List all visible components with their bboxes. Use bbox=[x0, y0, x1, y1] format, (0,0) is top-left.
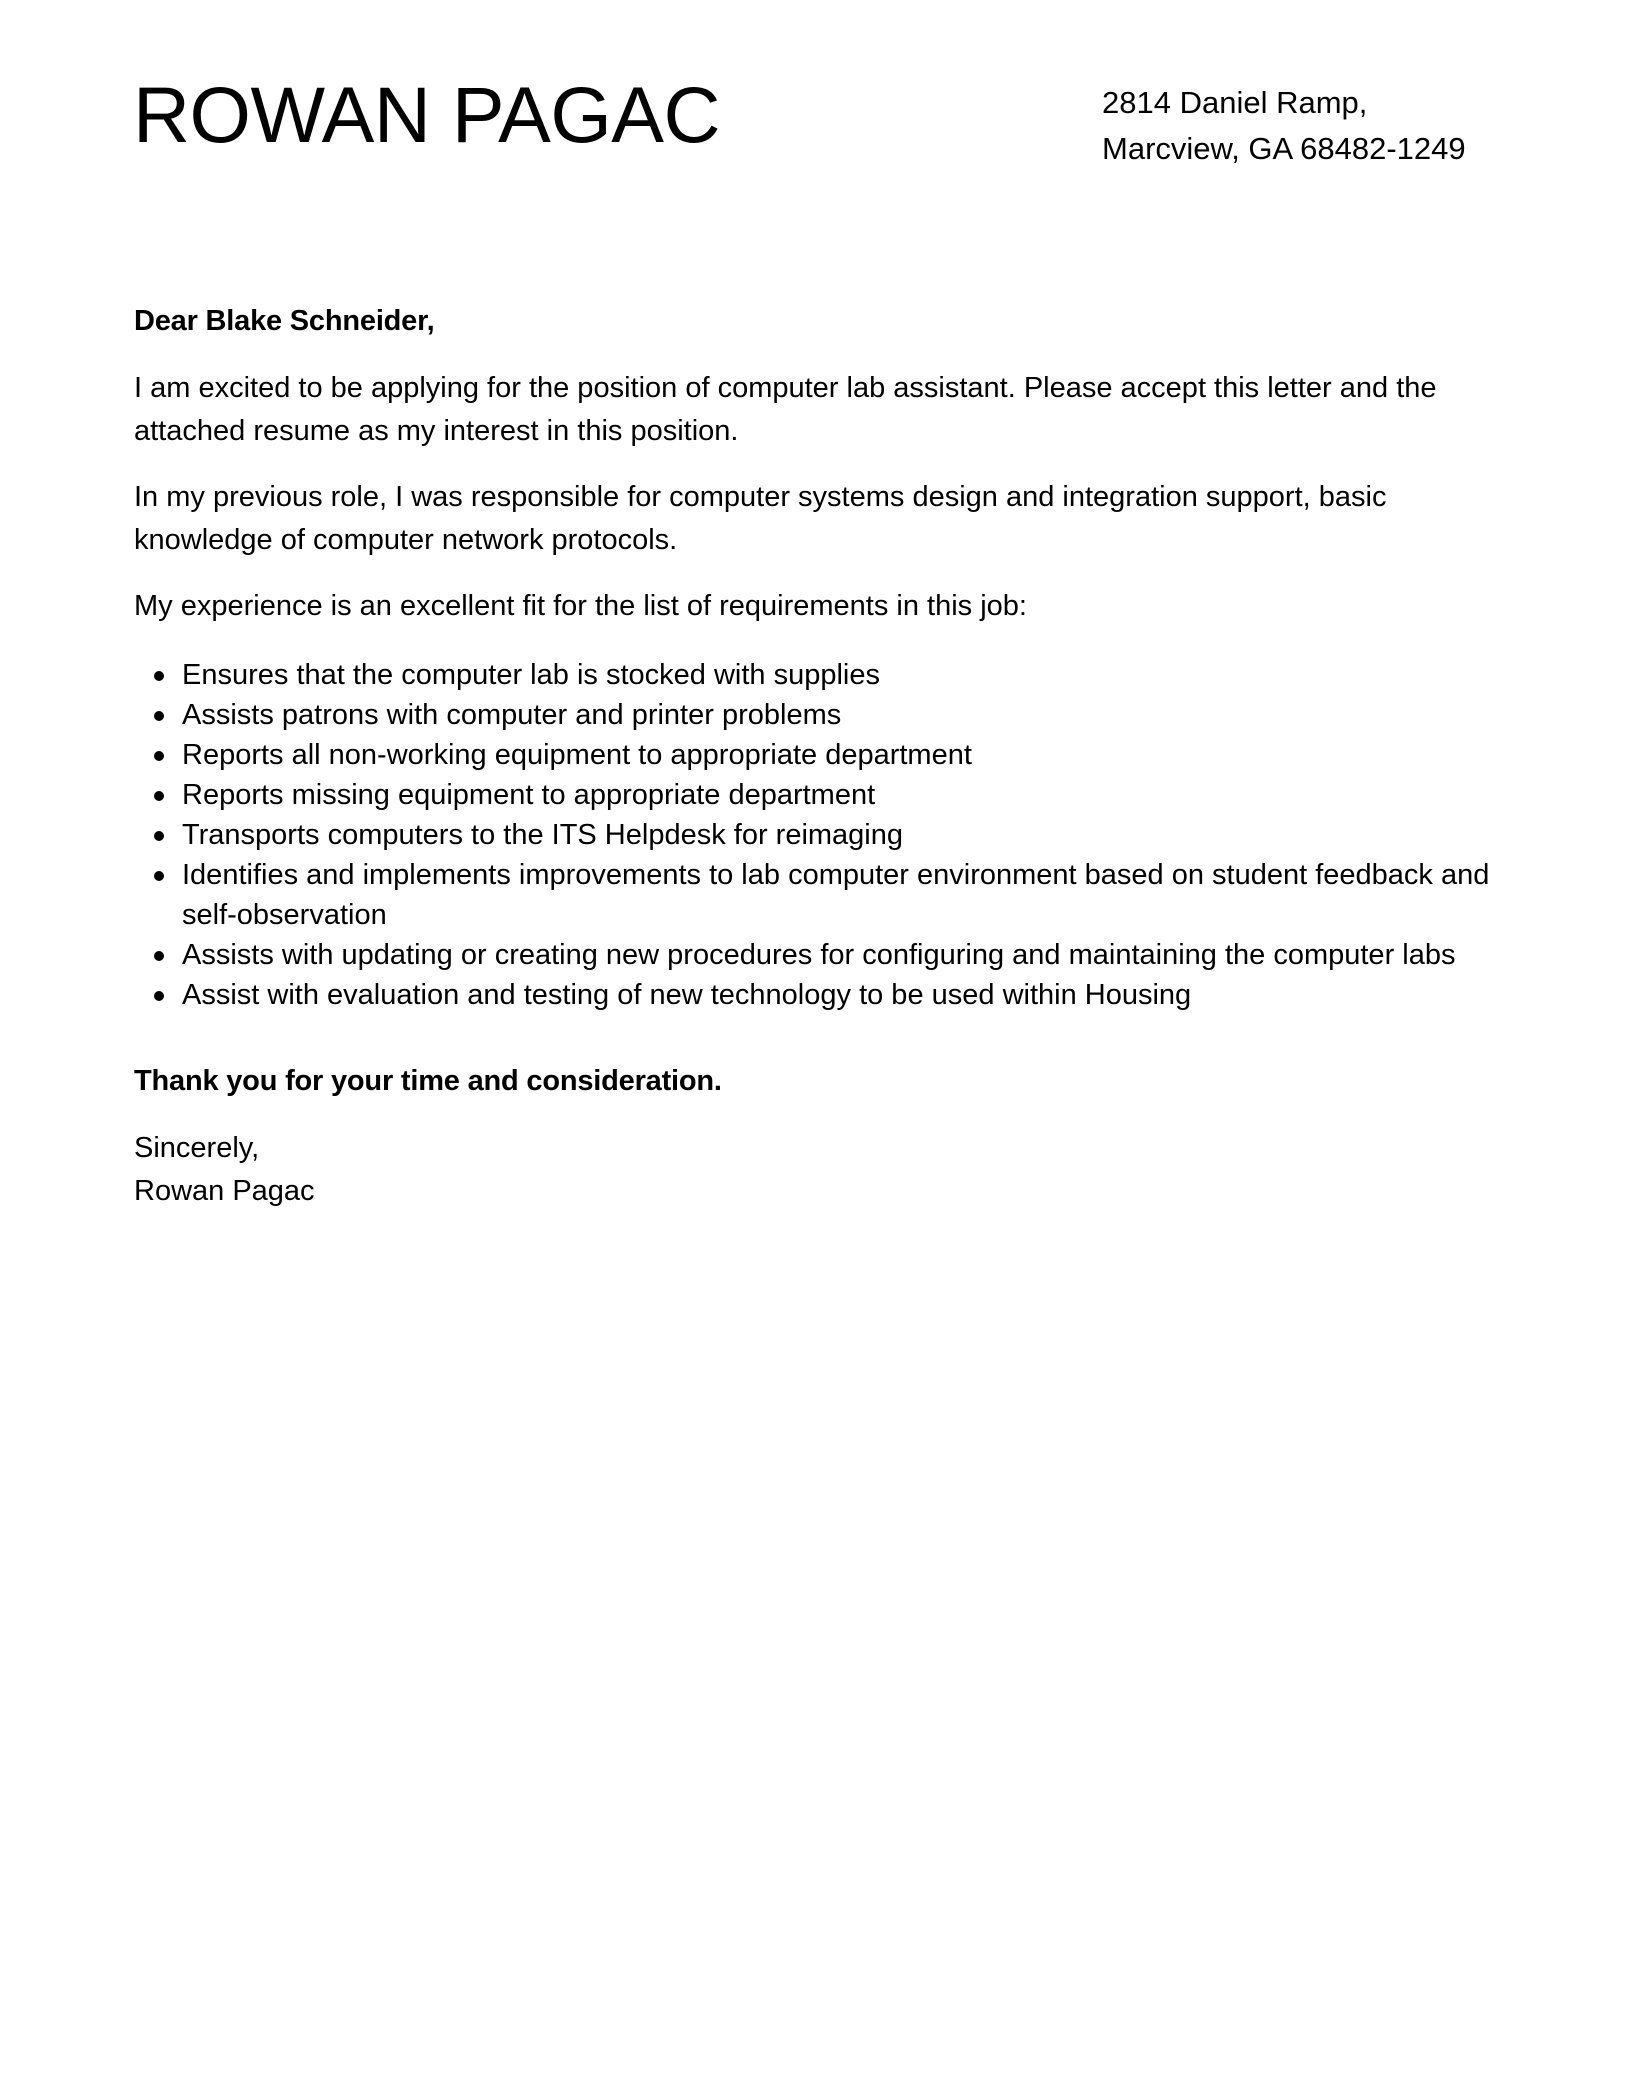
requirements-list bbox=[134, 655, 1500, 1015]
applicant-name-heading: ROWAN PAGAC bbox=[133, 70, 721, 159]
list-item bbox=[134, 855, 1500, 935]
list-item bbox=[134, 695, 1500, 735]
list-item bbox=[134, 935, 1500, 975]
closing-phrase: Sincerely, bbox=[134, 1132, 260, 1164]
list-item-text: Ensures that the computer lab is stocked with supplies bbox=[182, 659, 880, 691]
signature-name: Rowan Pagac bbox=[134, 1175, 315, 1207]
list-item-text: Assists patrons with computer and printer problems bbox=[182, 699, 842, 731]
list-item bbox=[134, 735, 1500, 775]
bullet-icon bbox=[154, 871, 164, 881]
list-item-text: Transports computers to the ITS Helpdesk for reimaging bbox=[182, 819, 904, 851]
bullet-icon bbox=[154, 951, 164, 961]
list-item-text: Reports all non-working equipment to appropriate department bbox=[182, 739, 972, 771]
bullet-icon bbox=[154, 831, 164, 841]
intro-paragraph: I am excited to be applying for the position of computer lab assistant. Please accept this letter and the attached resume as my interest in this position. bbox=[134, 372, 1437, 447]
address-line-1: 2814 Daniel Ramp, bbox=[1102, 85, 1368, 120]
list-item bbox=[134, 815, 1500, 855]
bullet-icon bbox=[154, 711, 164, 721]
letter-body bbox=[134, 300, 1500, 1213]
bullet-icon bbox=[154, 991, 164, 1001]
bullet-icon bbox=[154, 751, 164, 761]
bullet-icon bbox=[154, 671, 164, 681]
address-line-2: Marcview, GA 68482-1249 bbox=[1102, 131, 1466, 166]
list-item-text: Assist with evaluation and testing of new technology to be used within Housing bbox=[182, 979, 1192, 1011]
list-item-text: Reports missing equipment to appropriate department bbox=[182, 779, 876, 811]
requirements-intro: My experience is an excellent fit for the list of requirements in this job: bbox=[134, 590, 1027, 622]
bullet-icon bbox=[154, 791, 164, 801]
list-item bbox=[134, 655, 1500, 695]
list-item-text: Assists with updating or creating new procedures for configuring and maintaining the computer labs bbox=[182, 939, 1456, 971]
closing-block bbox=[134, 1127, 1500, 1213]
applicant-address bbox=[1102, 80, 1466, 172]
list-item-text: Identifies and implements improvements to lab computer environment based on student feedback and self-observation bbox=[182, 859, 1490, 931]
thank-you-line: Thank you for your time and consideration. bbox=[134, 1065, 722, 1097]
list-item bbox=[134, 775, 1500, 815]
list-item bbox=[134, 975, 1500, 1015]
experience-paragraph: In my previous role, I was responsible for computer systems design and integration support, basic knowledge of computer network protocols. bbox=[134, 481, 1387, 556]
salutation: Dear Blake Schneider, bbox=[134, 305, 435, 337]
